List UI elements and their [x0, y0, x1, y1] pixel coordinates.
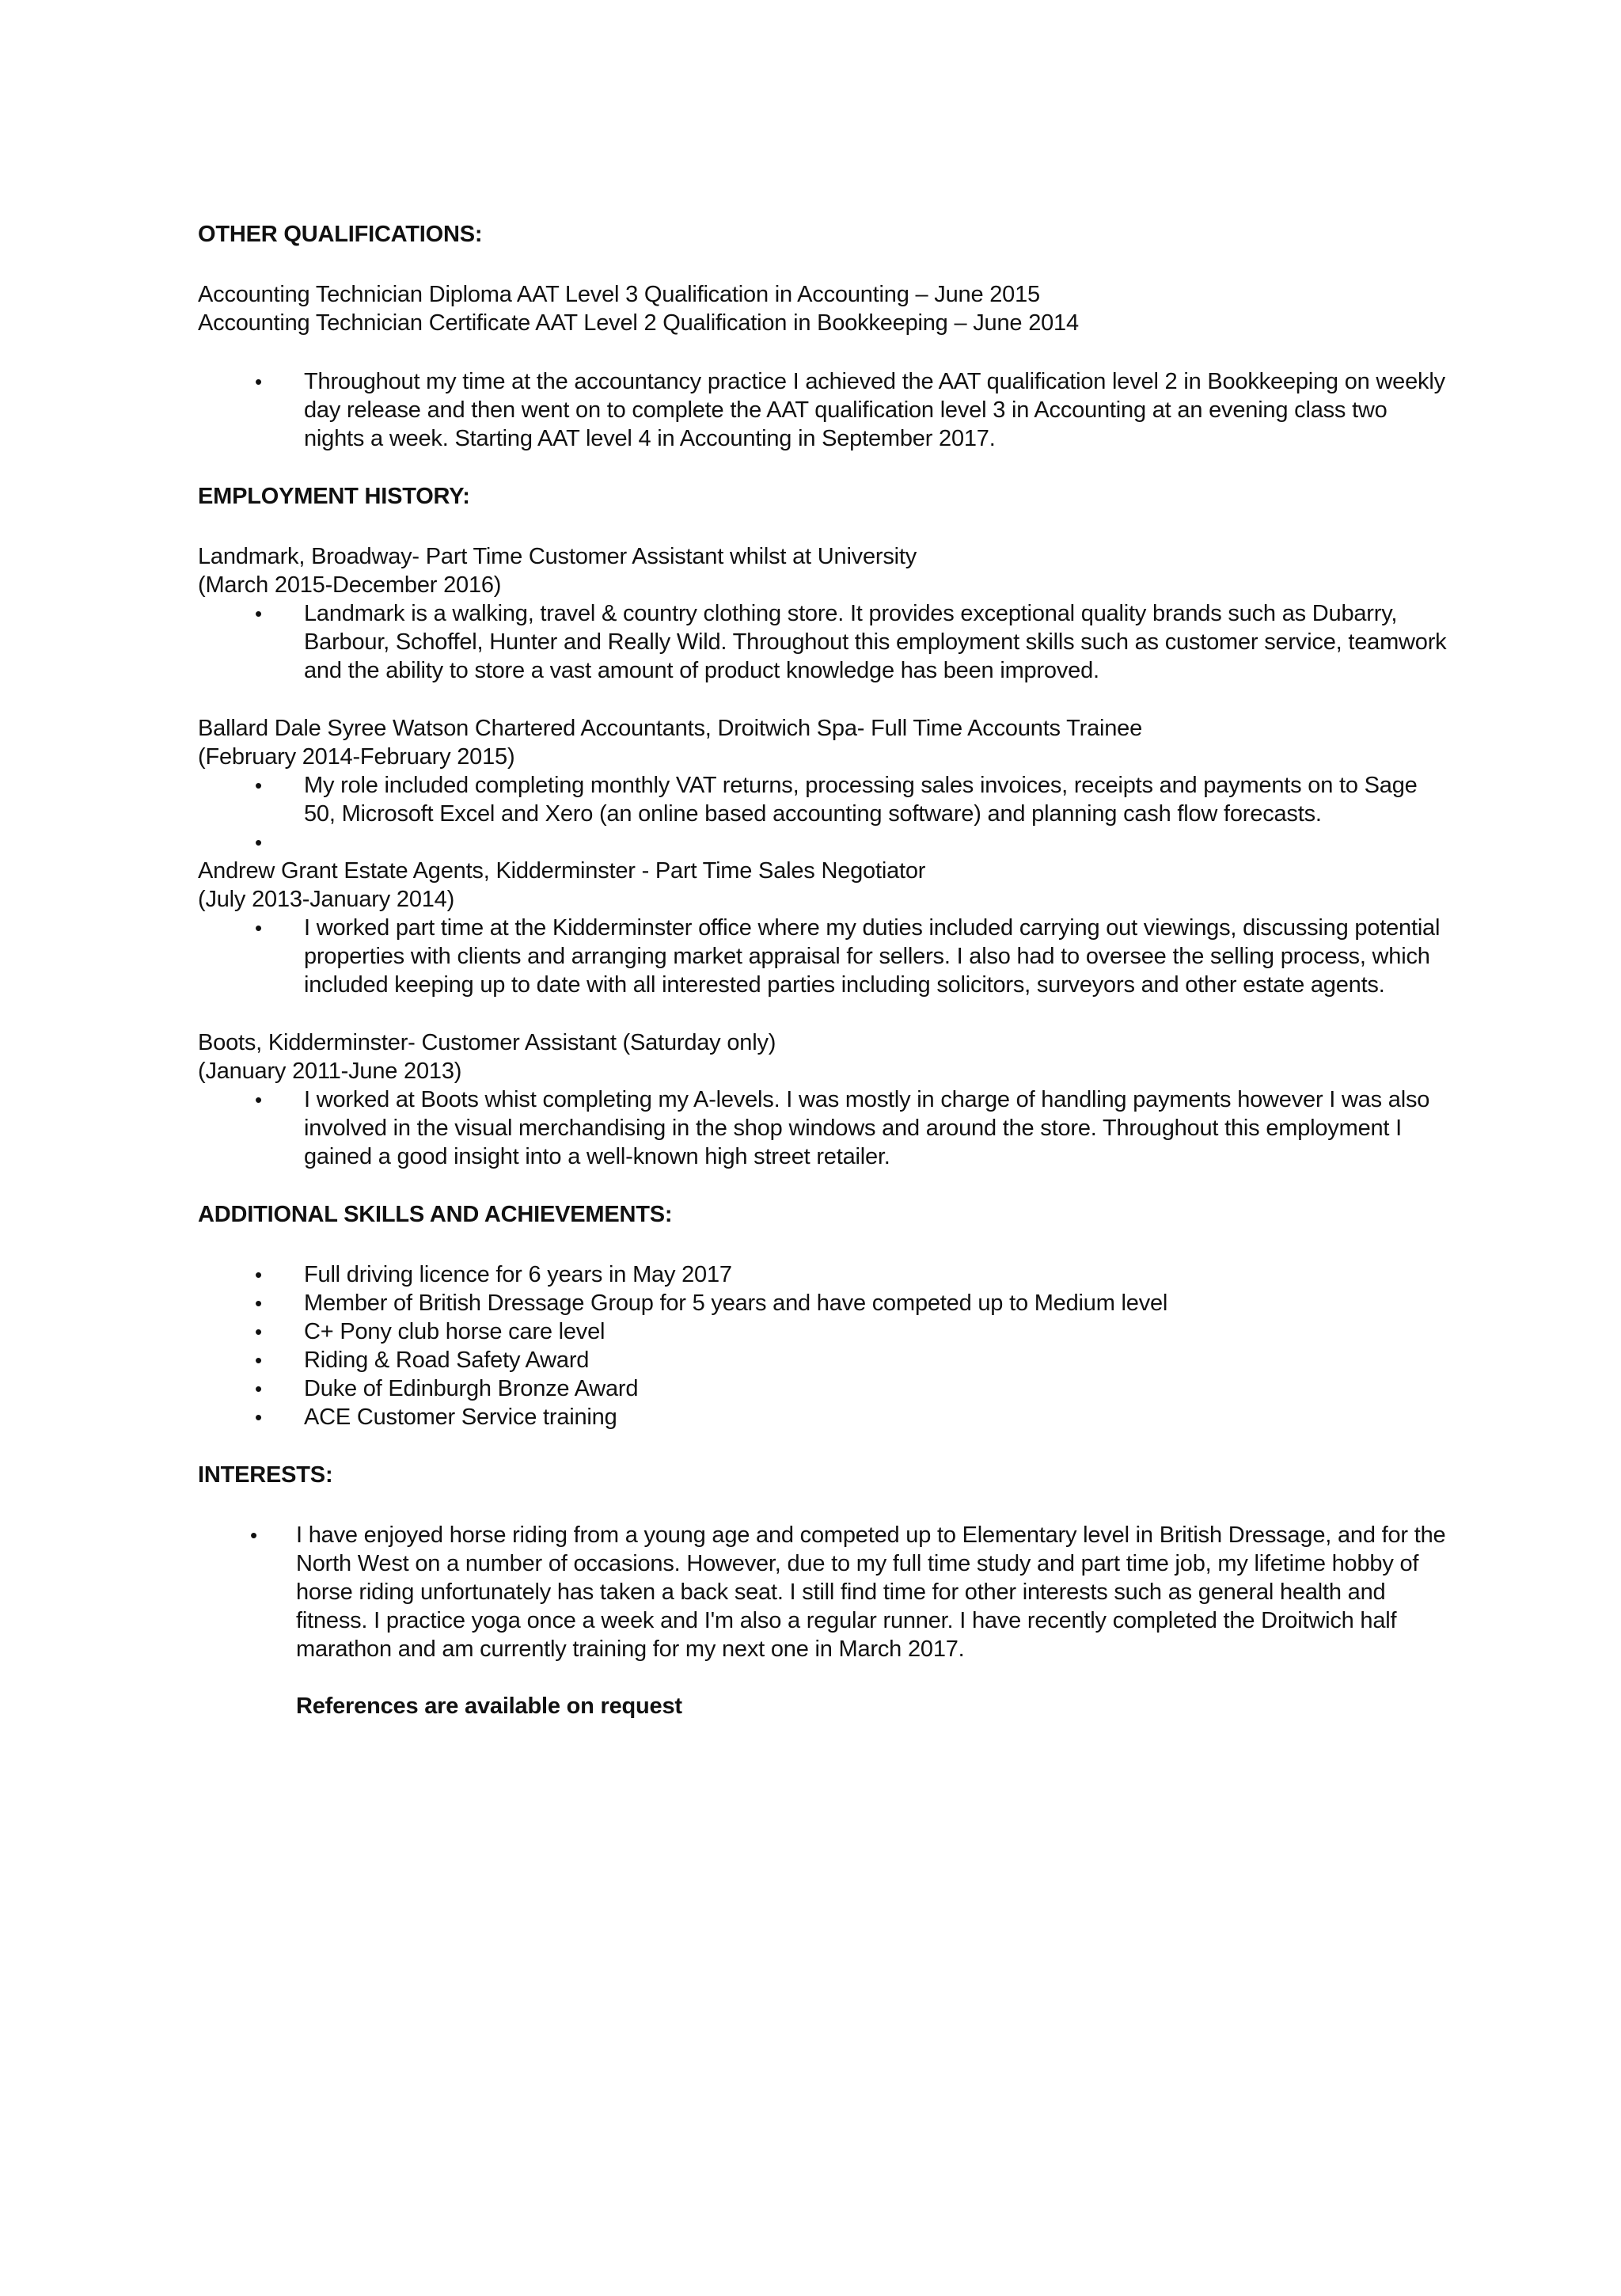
list-item: • C+ Pony club horse care level: [198, 1317, 1448, 1346]
job-bullets: [198, 1085, 1448, 1171]
qualification-line: Accounting Technician Certificate AAT Level 2 Qualification in Bookkeeping – June 2014: [198, 310, 1079, 336]
references-note: References are available on request: [296, 1693, 682, 1719]
job-entry: [198, 1028, 1448, 1171]
job-bullets: [198, 771, 1448, 857]
skills-heading: ADDITIONAL SKILLS AND ACHIEVEMENTS:: [198, 1202, 673, 1227]
job-entry: [198, 857, 1448, 999]
list-item: • Riding & Road Safety Award: [198, 1346, 1448, 1374]
qualification-line: Accounting Technician Diploma AAT Level 3 Qualification in Accounting – June 2015: [198, 282, 1040, 307]
list-item: • Duke of Edinburgh Bronze Award: [198, 1374, 1448, 1403]
list-item: • ACE Customer Service training: [198, 1403, 1448, 1431]
other-qualifications-heading: OTHER QUALIFICATIONS:: [198, 222, 483, 247]
list-item: • I worked at Boots whist completing my A-levels. I was mostly in charge of handling payments however I was also involved in the visual merchandising in the shop windows and around the store. Throughout this employment I gained a good insight into a well-known high street retailer.: [198, 1085, 1448, 1171]
list-item: • Landmark is a walking, travel & country clothing store. It provides exceptional quality brands such as Dubarry, Barbour, Schoffel, Hunter and Really Wild. Throughout this employment skills such as customer service, teamwork and the ability to store a vast amount of product knowledge has been improved.: [198, 599, 1448, 685]
employment-history-heading: EMPLOYMENT HISTORY:: [198, 484, 470, 509]
list-item: • I have enjoyed horse riding from a young age and competed up to Elementary level in British Dressage, and for the North West on a number of occasions. However, due to my full time study and part time job, my lifetime hobby of horse riding unfortunately has taken a back seat. I still find time for other interests such as general health and fitness. I practice yoga once a week and I'm also a regular runner. I have recently completed the Droitwich half marathon and am currently training for my next one in March 2017.: [198, 1521, 1448, 1663]
job-dates: (February 2014-February 2015): [198, 744, 515, 770]
job-dates: (January 2011-June 2013): [198, 1059, 462, 1084]
interests-list: [198, 1521, 1448, 1663]
job-dates: (March 2015-December 2016): [198, 572, 502, 598]
list-item: • Member of British Dressage Group for 5 years and have competed up to Medium level: [198, 1289, 1448, 1317]
skills-list: [198, 1260, 1448, 1431]
cv-content: [198, 220, 1448, 1720]
list-item: • Full driving licence for 6 years in May 2017: [198, 1260, 1448, 1289]
interests-heading: INTERESTS:: [198, 1462, 333, 1488]
job-dates: (July 2013-January 2014): [198, 887, 455, 912]
job-title: Landmark, Broadway- Part Time Customer Assistant whilst at University: [198, 544, 917, 569]
qualification-bullets: [198, 367, 1448, 453]
job-title: Boots, Kidderminster- Customer Assistant (Saturday only): [198, 1030, 776, 1055]
job-entry: [198, 714, 1448, 857]
employment-history-section: [198, 482, 1448, 1171]
job-entry: [198, 542, 1448, 685]
interests-section: [198, 1461, 1448, 1720]
job-bullets: [198, 914, 1448, 999]
job-title: Ballard Dale Syree Watson Chartered Accountants, Droitwich Spa- Full Time Accounts Trainee: [198, 716, 1143, 741]
empty-list-item: [198, 828, 1448, 857]
skills-section: [198, 1200, 1448, 1431]
list-item: • My role included completing monthly VAT returns, processing sales invoices, receipts and payments on to Sage 50, Microsoft Excel and Xero (an online based accounting software) and planning cash flow forecasts.: [198, 771, 1448, 828]
job-title: Andrew Grant Estate Agents, Kidderminster - Part Time Sales Negotiator: [198, 858, 926, 884]
list-item: • Throughout my time at the accountancy practice I achieved the AAT qualification level 2 in Bookkeeping on weekly day release and then went on to complete the AAT qualification level 3 in Accounting at an evening class two nights a week. Starting AAT level 4 in Accounting in September 2017.: [198, 367, 1448, 453]
job-bullets: [198, 599, 1448, 685]
other-qualifications-section: [198, 220, 1448, 453]
list-item: • I worked part time at the Kidderminster office where my duties included carrying out viewings, discussing potential properties with clients and arranging market appraisal for sellers. I also had to oversee the selling process, which included keeping up to date with all interested parties including solicitors, surveyors and other estate agents.: [198, 914, 1448, 999]
